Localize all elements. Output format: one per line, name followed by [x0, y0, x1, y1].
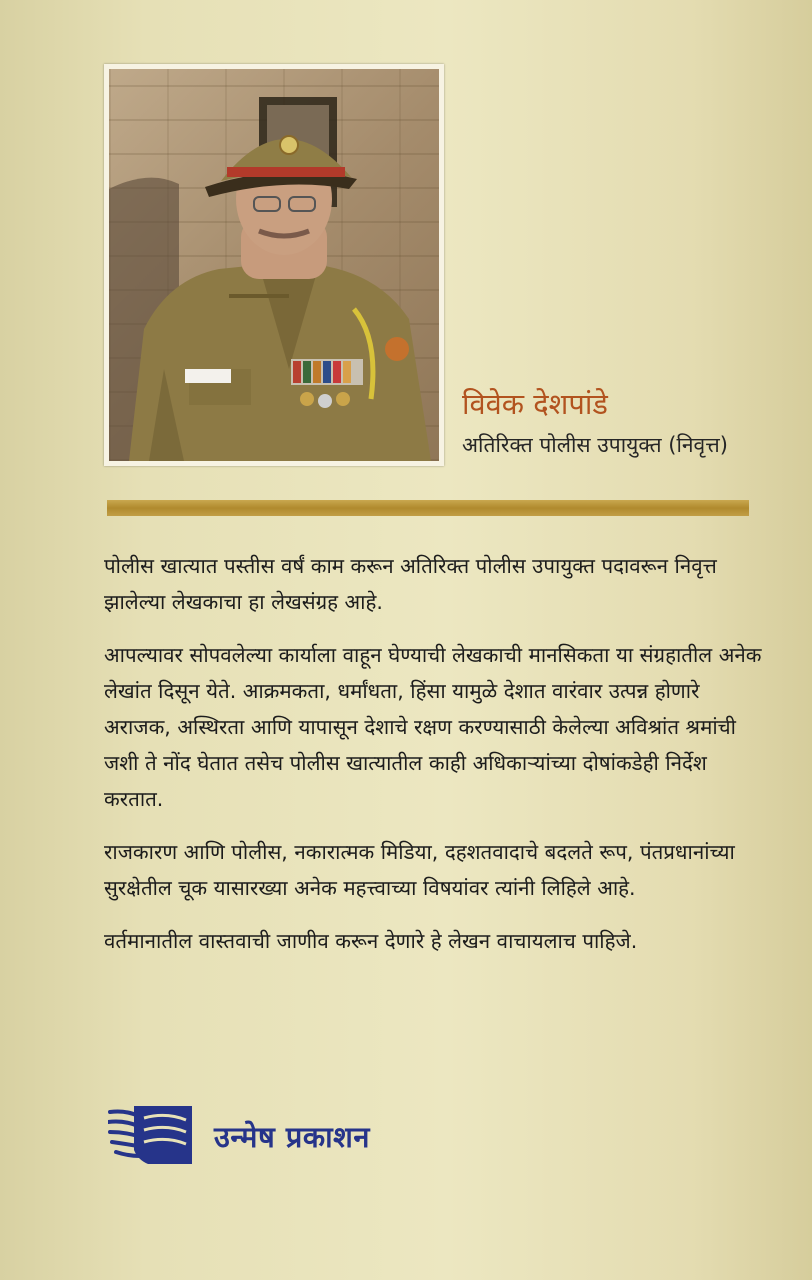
publisher [108, 1100, 370, 1172]
open-book-hand-logo-icon [108, 1100, 196, 1172]
author-designation: अतिरिक्त पोलीस उपायुक्त (निवृत्त) [462, 433, 728, 457]
publisher-name: उन्मेष प्रकाशन [214, 1119, 370, 1154]
blurb-paragraph: राजकारण आणि पोलीस, नकारात्मक मिडिया, दहशतवादाचे बदलते रूप, पंतप्रधानांच्या सुरक्षेतील चूक यासारख्या अनेक महत्त्वाच्या विषयांवर त्यांनी लिहिले आहे. [104, 840, 735, 900]
back-cover-blurb [104, 548, 764, 976]
blurb-paragraph: वर्तमानातील वास्तवाची जाणीव करून देणारे हे लेखन वाचायलाच पाहिजे. [104, 929, 638, 953]
blurb-paragraph: पोलीस खात्यात पस्तीस वर्षं काम करून अतिरिक्त पोलीस उपायुक्त पदावरून निवृत्त झालेल्या लेखकाचा हा लेखसंग्रह आहे. [104, 554, 717, 614]
author-portrait-illustration [109, 69, 439, 461]
section-divider [107, 500, 749, 516]
author-photo [109, 69, 439, 461]
author-photo-frame [104, 64, 444, 466]
author-info [462, 384, 728, 459]
author-name: विवेक देशपांडे [462, 387, 608, 421]
blurb-paragraph: आपल्यावर सोपवलेल्या कार्याला वाहून घेण्याची लेखकाची मानसिकता या संग्रहातील अनेक लेखांत दिसून येते. आक्रमकता, धर्मांधता, हिंसा यामुळे देशात वारंवार उत्पन्न होणारे अराजक, अस्थिरता आणि यापासून देशाचे रक्षण करण्यासाठी केलेल्या अविश्रांत श्रमांची जशी ते नोंद घेतात तसेच पोलीस खात्यातील काही अधिकाऱ्यांच्या दोषांकडेही निर्देश करतात. [104, 643, 762, 811]
